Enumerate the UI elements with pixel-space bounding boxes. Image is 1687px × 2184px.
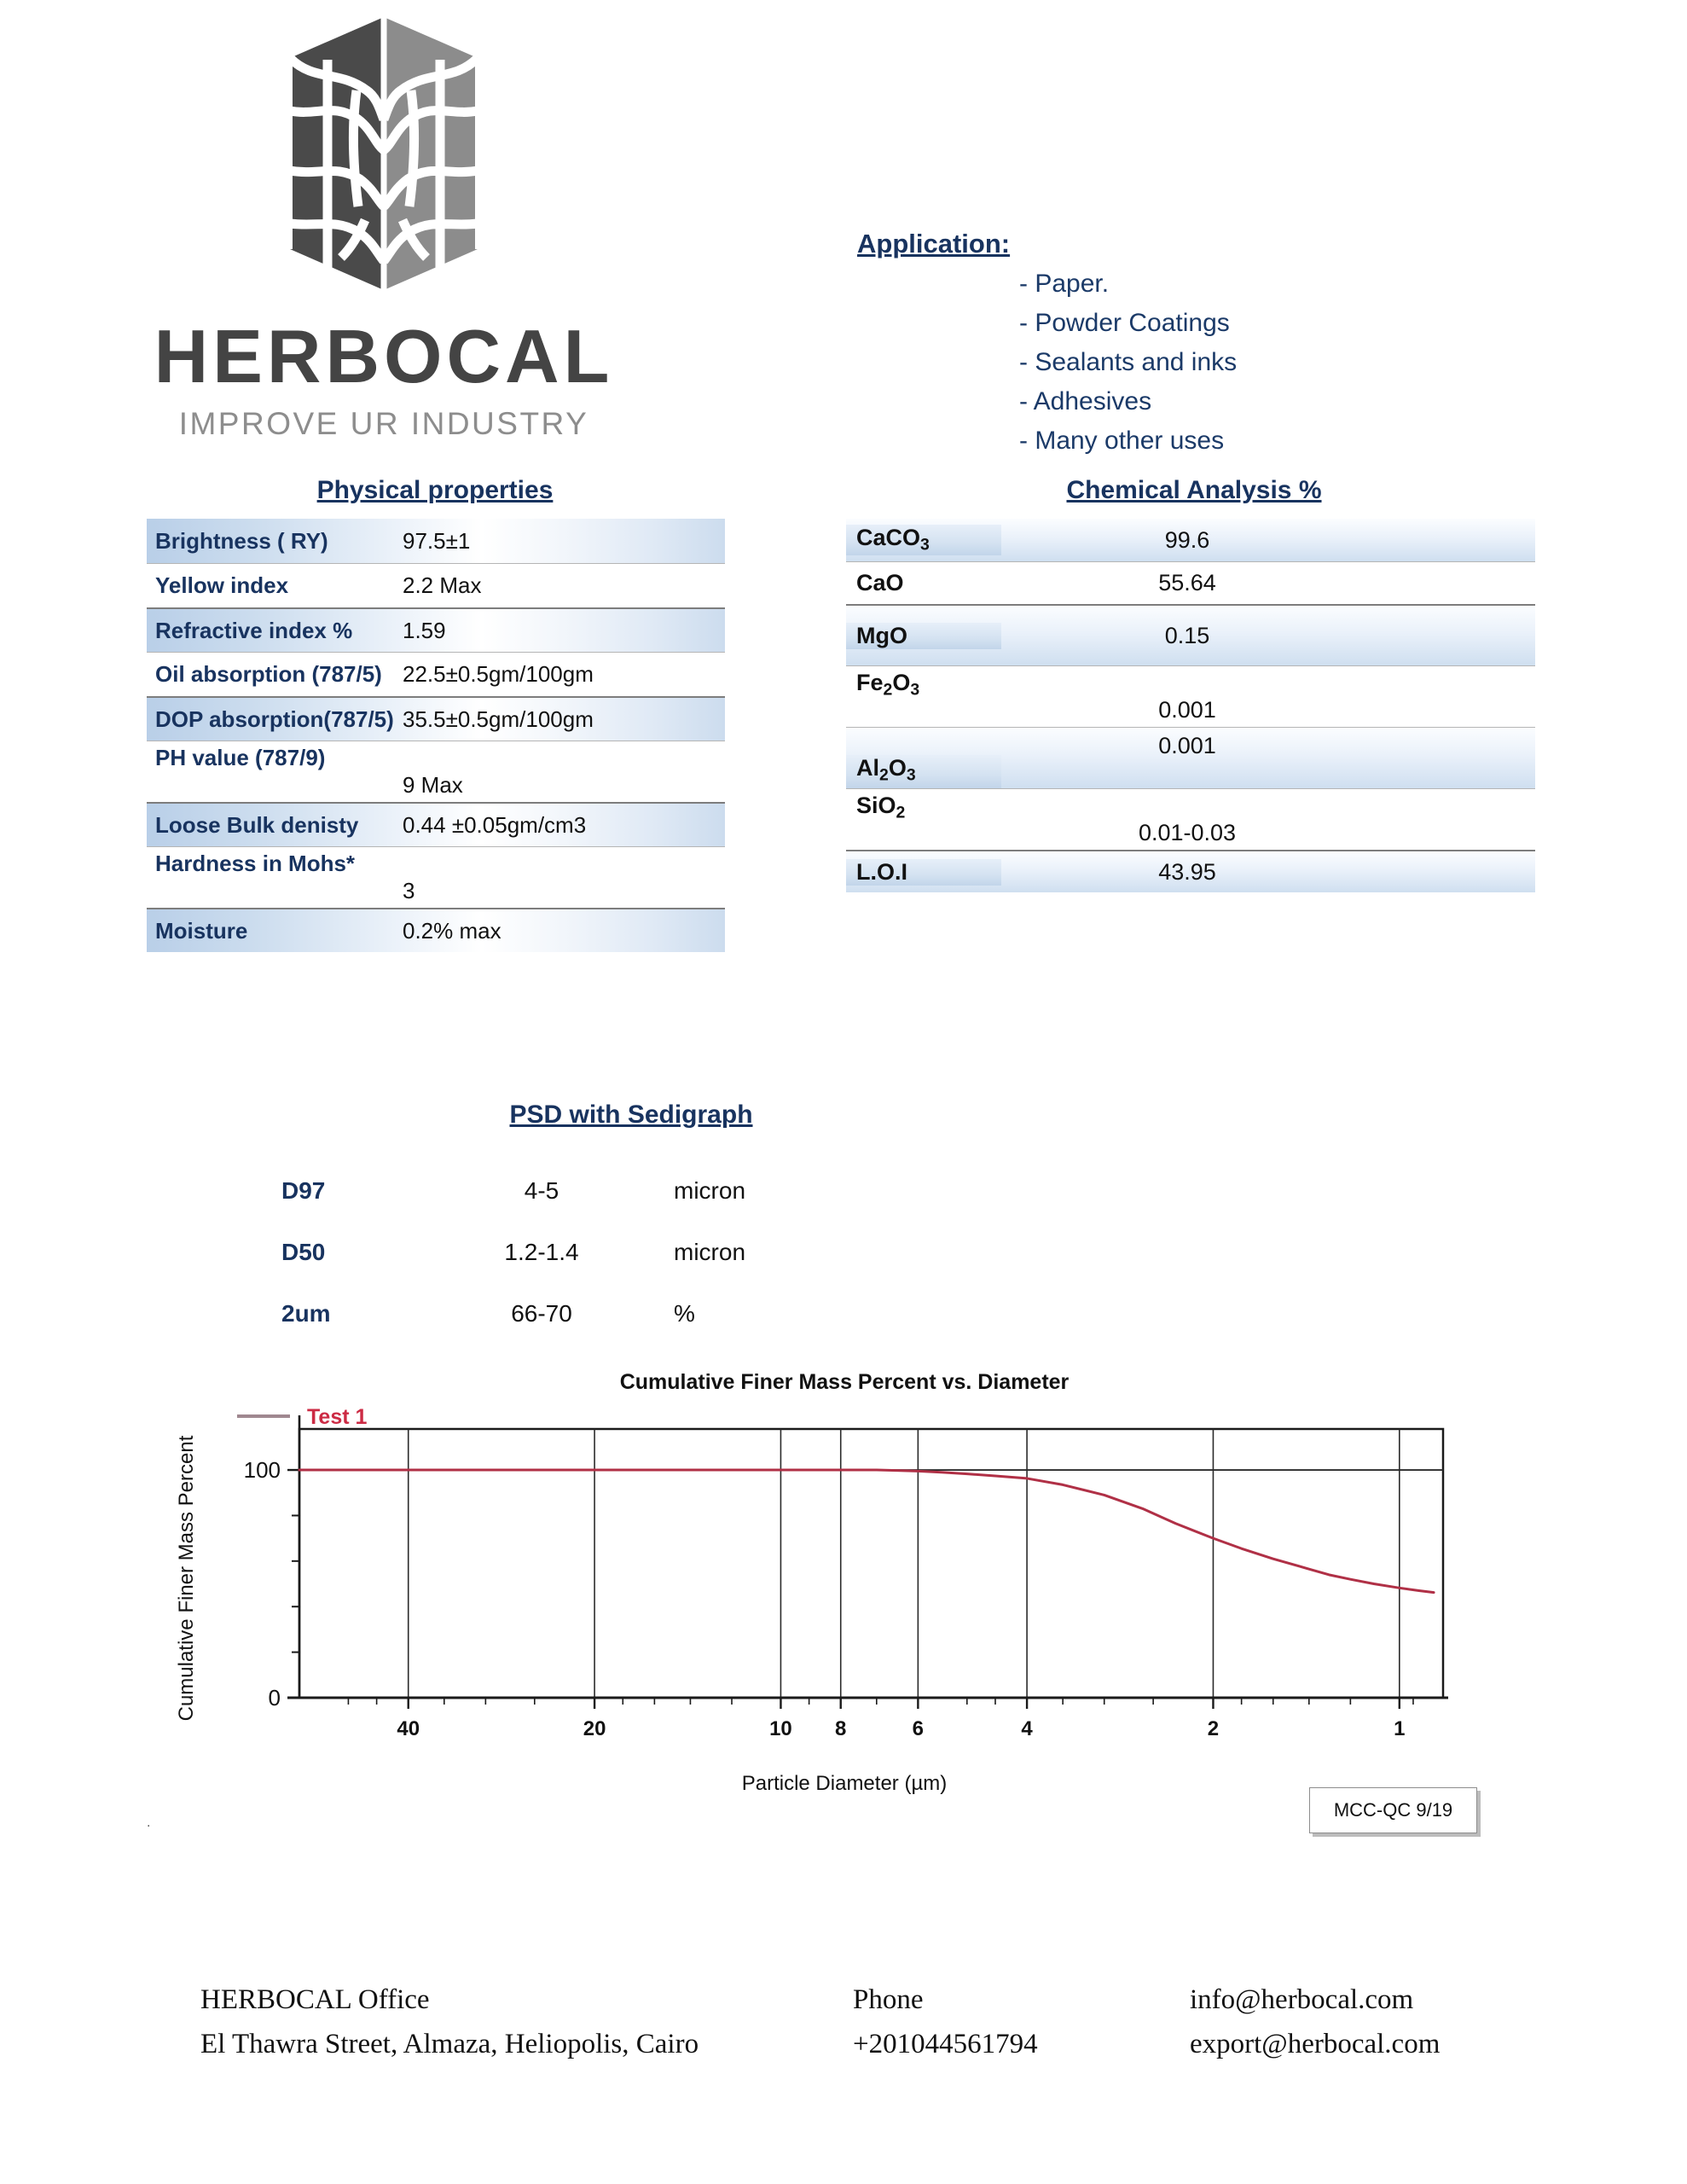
table-row (846, 788, 1535, 850)
row-value: 97.5±1 (403, 527, 471, 554)
svg-text:8: 8 (835, 1717, 847, 1740)
legend-label-test1: Test 1 (307, 1405, 368, 1429)
application-item: - Sealants and inks (1019, 348, 1238, 376)
table-row (846, 665, 1535, 727)
footer-email-export[interactable]: export@herbocal.com (1190, 2029, 1441, 2059)
row-label: Hardness in Mohs* (155, 851, 356, 876)
application-item: - Many other uses (1019, 427, 1225, 455)
row-label: L.O.I (846, 859, 1001, 886)
psd-value: 4-5 (524, 1177, 559, 1204)
application-item: - Adhesives (1019, 387, 1152, 415)
psd-row (281, 1160, 1049, 1222)
footer-row (200, 2022, 1531, 2066)
footer-row (200, 1978, 1531, 2022)
document-code-text: MCC-QC 9/19 (1333, 1799, 1453, 1821)
psd-title: PSD with Sedigraph (509, 1101, 753, 1129)
row-value: 22.5±0.5gm/100gm (403, 661, 594, 687)
chart-plot-area (244, 1415, 1448, 1740)
row-value: 1.59 (403, 617, 446, 643)
psd-row (281, 1222, 1049, 1283)
chemical-analysis-table (846, 519, 1535, 892)
footer-phone-label: Phone (853, 1984, 924, 2015)
svg-text:0: 0 (268, 1685, 281, 1711)
row-label: MgO (846, 623, 1001, 649)
svg-text:2: 2 (1207, 1717, 1220, 1740)
svg-text:100: 100 (243, 1457, 281, 1484)
svg-text:4: 4 (1021, 1717, 1033, 1740)
row-value: 0.2% max (403, 917, 501, 944)
row-value: 2.2 Max (403, 572, 482, 598)
row-label: Loose Bulk denisty (155, 811, 359, 838)
table-row (147, 741, 725, 802)
footer-address: El Thawra Street, Almaza, Heliopolis, Cairo (200, 2029, 699, 2059)
psd-value: 1.2-1.4 (504, 1239, 579, 1265)
row-value: 0.44 ±0.05gm/cm3 (403, 811, 587, 838)
psd-value: 66-70 (511, 1300, 572, 1327)
psd-key: 2um (281, 1300, 331, 1327)
table-row (147, 846, 725, 908)
psd-table (281, 1160, 1049, 1345)
physical-properties-table (147, 519, 725, 952)
chemical-analysis-title: Chemical Analysis % (1066, 476, 1322, 504)
svg-text:20: 20 (583, 1717, 606, 1740)
table-row (147, 652, 725, 696)
table-row (846, 850, 1535, 892)
psd-row (281, 1283, 1049, 1345)
cumulative-finer-mass-chart (171, 1365, 1501, 1800)
row-label: Yellow index (155, 572, 289, 598)
row-label: PH value (787/9) (155, 745, 326, 770)
table-row (147, 802, 725, 846)
physical-properties-title: Physical properties (316, 476, 554, 504)
table-row (147, 563, 725, 607)
row-value: 0.001 (1158, 733, 1216, 758)
svg-text:40: 40 (397, 1717, 420, 1740)
row-label: SiO$_2$ (856, 793, 906, 822)
psd-unit: micron (674, 1239, 746, 1265)
row-label: DOP absorption(787/5) (155, 706, 394, 732)
row-value: 0.15 (1164, 622, 1210, 648)
row-value: 0.001 (1158, 697, 1216, 723)
footer-email-info[interactable]: info@herbocal.com (1190, 1984, 1414, 2015)
table-row (147, 519, 725, 563)
chart-y-axis-label: Cumulative Finer Mass Percent (175, 1435, 198, 1722)
psd-sedigraph-chart (171, 1365, 1501, 1800)
chart-title: Cumulative Finer Mass Percent vs. Diameter (619, 1370, 1070, 1394)
svg-text:1: 1 (1394, 1717, 1406, 1740)
logo-wordmark: HERBOCAL (154, 314, 614, 398)
row-value: 55.64 (1158, 570, 1216, 595)
application-item: - Powder Coatings (1019, 309, 1230, 337)
psd-key: D50 (281, 1239, 326, 1265)
company-logo-block (145, 9, 623, 442)
table-row (147, 908, 725, 952)
table-row (147, 607, 725, 652)
svg-text:10: 10 (769, 1717, 792, 1740)
application-item: - Paper. (1019, 270, 1110, 298)
table-row (846, 604, 1535, 665)
stone-cube-logo-icon (239, 9, 529, 316)
row-label: CaO (856, 570, 904, 595)
svg-text:6: 6 (912, 1717, 925, 1740)
row-label: $Fe_2O_3$ (856, 670, 920, 700)
row-label: Oil absorption (787/5) (155, 661, 382, 687)
row-value: 43.95 (1158, 858, 1216, 885)
table-row (846, 561, 1535, 604)
row-label: Brightness ( RY) (155, 527, 328, 554)
psd-unit: % (674, 1300, 695, 1327)
footer-contact-block (200, 1978, 1531, 2066)
footer-office-label: HERBOCAL Office (200, 1984, 430, 2015)
row-value: 99.6 (1164, 526, 1210, 553)
table-row (147, 696, 725, 741)
row-value: 35.5±0.5gm/100gm (403, 706, 594, 732)
row-label: CaCO$_3$ (846, 525, 1001, 555)
document-code-box (1309, 1787, 1477, 1833)
row-value: 3 (403, 878, 415, 903)
psd-key: D97 (281, 1177, 326, 1204)
table-row (846, 519, 1535, 561)
chart-x-axis-label: Particle Diameter (µm) (741, 1772, 948, 1795)
row-value: 9 Max (403, 772, 463, 798)
row-label: Refractive index % (155, 617, 353, 643)
stray-mark: . (147, 1815, 151, 1830)
psd-unit: micron (674, 1177, 746, 1204)
row-label: Moisture (155, 917, 248, 944)
footer-phone-number[interactable]: +201044561794 (853, 2029, 1038, 2059)
application-section (857, 229, 1386, 456)
table-row (846, 727, 1535, 788)
logo-tagline: IMPROVE UR INDUSTRY (178, 406, 589, 441)
application-heading: Application: (857, 229, 1011, 258)
row-value: 0.01-0.03 (1138, 820, 1237, 845)
row-label: $Al_2O_3$ (846, 755, 1001, 788)
